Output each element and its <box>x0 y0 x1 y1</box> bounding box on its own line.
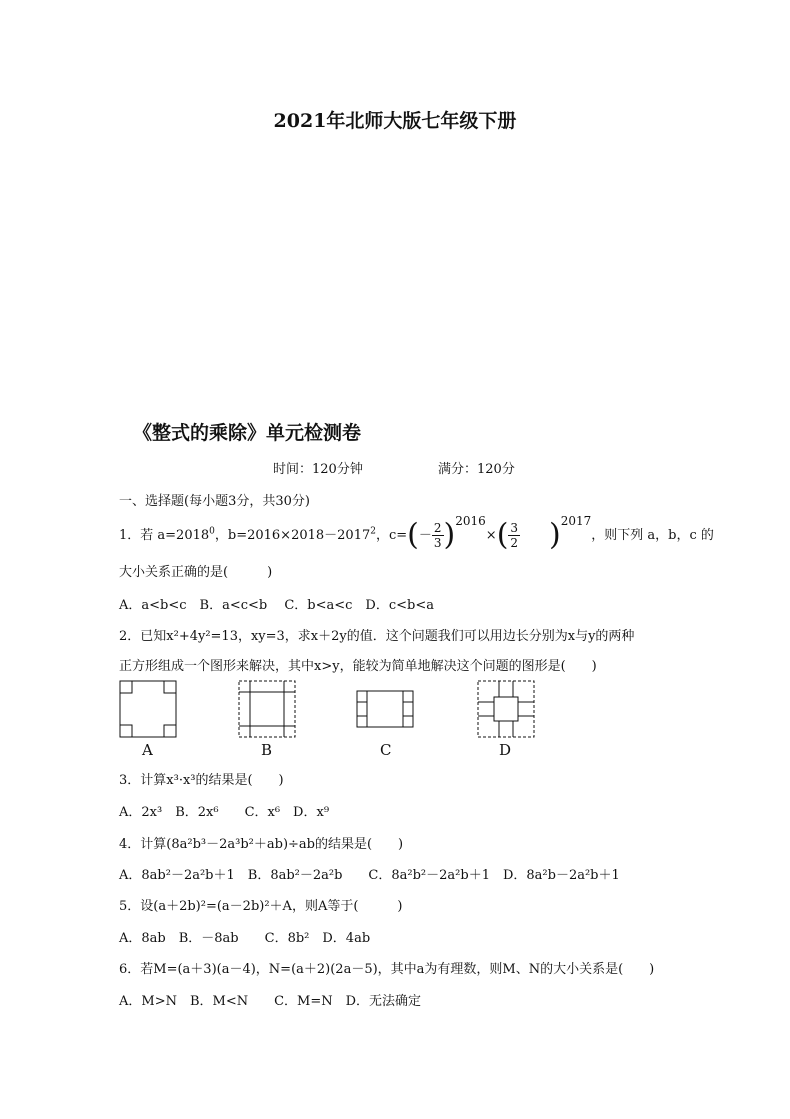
section-heading: 一、选择题(每小题3分，共30分) <box>119 494 310 509</box>
q1-b-exponent: 2 <box>370 526 376 537</box>
question-1-line-2: 大小关系正确的是( ) <box>119 565 273 580</box>
figure-label-c: C <box>380 741 392 759</box>
q1-c: ，c= <box>375 528 408 543</box>
figure-b <box>238 680 296 738</box>
q1-exponent-2016: 2016 <box>455 514 486 528</box>
question-5-options: A．8ab B．－8ab C．8b² D．4ab <box>119 931 371 946</box>
question-4-stem: 4．计算(8a²b³－2a³b²＋ab)÷ab的结果是( ) <box>119 837 404 852</box>
fraction-2-3: $\frac{2}{3}$ <box>433 521 442 550</box>
exam-title: 《整式的乘除》单元检测卷 <box>133 422 362 444</box>
score-label: 满分：120分 <box>438 462 515 477</box>
q1-neg: － <box>418 528 432 543</box>
question-2-line-2: 正方形组成一个图形来解决，其中x>y，能较为简单地解决这个问题的图形是( ) <box>119 659 597 674</box>
figure-c <box>356 680 414 738</box>
question-4-options: A．8ab²－2a²b＋1 B．8ab²－2a²b C．8a²b²－2a²b＋1 D．8a²b－2a²b＋1 <box>119 868 620 883</box>
question-1-options: A．a<b<c B．a<c<b C．b<a<c D．c<b<a <box>119 598 434 613</box>
question-3-stem: 3．计算x³·x³的结果是( ) <box>119 773 284 788</box>
question-2-line-1: 2．已知x²+4y²=13，xy=3，求x＋2y的值．这个问题我们可以用边长分别为x与y的两种 <box>119 629 635 644</box>
q1-times: × <box>485 528 497 543</box>
question-5-stem: 5．设(a＋2b)²=(a－2b)²＋A，则A等于( ) <box>119 899 403 914</box>
figure-a <box>119 680 177 738</box>
q1-exponent-2017: 2017 <box>560 514 592 528</box>
fraction-3-2: $\frac{3}{2}$ <box>510 521 519 550</box>
question-1-line-1: 1．若 $a=2018^0$，$b=2016\times 2018-2017^2$，c=(－ $\frac{2}{3}$ )2016×( $\frac{3}{2}$ )2017，则下列 a，b，c 的 <box>119 514 714 553</box>
question-6-options: A．M>N B．M<N C．M=N D．无法确定 <box>119 994 422 1009</box>
q1-a-exponent: 0 <box>209 526 215 537</box>
question-6-stem: 6．若M=(a＋3)(a－4)，N=(a＋2)(2a－5)，其中a为有理数，则M、N的大小关系是( ) <box>119 962 655 977</box>
figure-label-a: A <box>142 741 153 759</box>
figure-label-b: B <box>261 741 273 759</box>
q1-a: 1．若 a=2018 <box>119 528 210 543</box>
question-3-options: A．2x³ B．2x⁶ C．x⁶ D．x⁹ <box>119 805 330 820</box>
q1-b: ，b=2016×2018－2017 <box>214 528 371 543</box>
q1-tail: ，则下列 a，b，c 的 <box>591 528 714 543</box>
time-label: 时间：120分钟 <box>273 462 363 477</box>
figure-d <box>477 680 535 738</box>
document-title: 2021年北师大版七年级下册 <box>273 110 517 132</box>
figure-label-d: D <box>499 741 512 759</box>
